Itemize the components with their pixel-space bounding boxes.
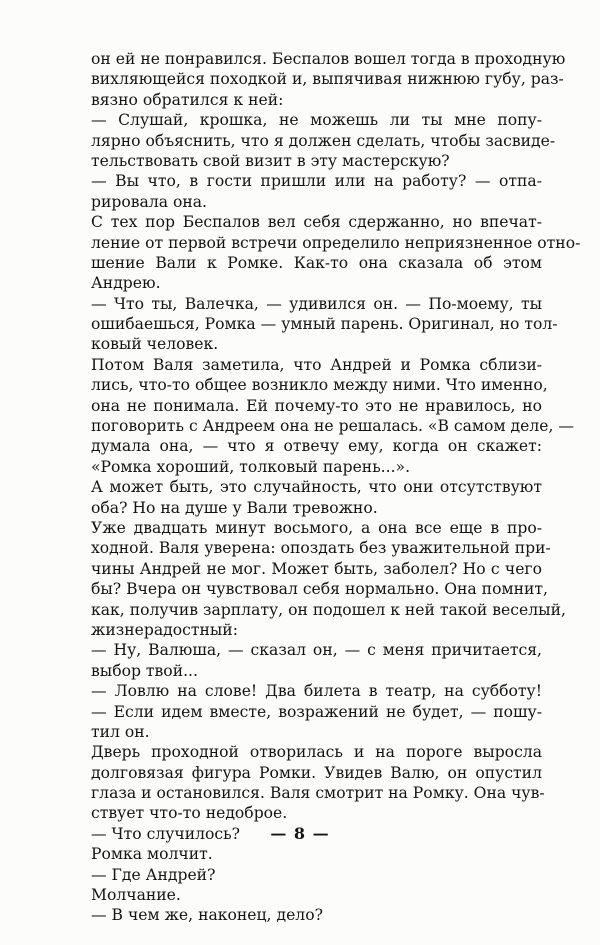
text-line: жизнерадостный: bbox=[91, 620, 238, 639]
text-line: тил он. bbox=[91, 722, 150, 741]
text-line: вихляющейся походкой и, выпячивая нижнюю губу, раз- bbox=[91, 70, 564, 89]
text-line: шение Вали к Ромке. Как-то она сказала об этом bbox=[91, 253, 542, 272]
text-line: — Вы что, в гости пришли или на работу? — отпа- bbox=[91, 172, 542, 191]
text-line: думала она, — что я отвечу ему, когда он скажет: bbox=[91, 437, 542, 456]
text-line: оба? Но на душе у Вали тревожно. bbox=[91, 498, 378, 517]
text-line: — Ну, Валюша, — сказал он, — с меня причитается, bbox=[91, 641, 542, 660]
text-line: — Если идем вместе, возражений не будет, — пошу- bbox=[91, 702, 542, 721]
text-line: — Где Андрей? bbox=[91, 865, 216, 884]
text-line: поговорить с Андреем она не решалась. «В самом деле, — bbox=[91, 417, 574, 436]
text-line: «Ромка хороший, толковый парень...». bbox=[91, 457, 411, 476]
text-line: ходной. Валя уверена: опоздать без уважительной при- bbox=[91, 539, 551, 558]
page-number: — 8 — bbox=[270, 824, 330, 843]
text-line: — Слушай, крошка, не можешь ли ты мне попу- bbox=[91, 111, 542, 130]
text-line: лярно объяснить, что я должен сделать, чтобы засвиде- bbox=[91, 131, 556, 150]
text-line: Дверь проходной отворилась и на пороге выросла bbox=[91, 743, 542, 762]
page-text bbox=[91, 49, 581, 926]
text-line: как, получив зарплату, он подошел к ней такой веселый, bbox=[91, 600, 566, 619]
text-line: Ромка молчит. bbox=[91, 845, 213, 864]
text-line: Молчание. bbox=[91, 886, 181, 905]
text-line: выбор твой... bbox=[91, 661, 198, 680]
text-line: Андрею. bbox=[91, 274, 161, 293]
text-line: чины Андрей не мог. Может быть, заболел? Но с чего bbox=[91, 559, 542, 578]
text-line: тельствовать свой визит в эту мастерскую? bbox=[91, 151, 450, 170]
text-line: — В чем же, наконец, дело? bbox=[91, 906, 323, 925]
text-line: — Что ты, Валечка, — удивился он. — По-моему, ты bbox=[91, 294, 542, 313]
text-line: ошибаешься, Ромка — умный парень. Оригинал, но тол- bbox=[91, 315, 558, 334]
text-line: лись, что-то общее возникло между ними. Что именно, bbox=[91, 376, 548, 395]
text-line: А может быть, это случайность, что они отсутствуют bbox=[91, 478, 542, 497]
text-line: С тех пор Беспалов вел себя сдержанно, но впечат- bbox=[91, 213, 542, 232]
text-line: вязно обратился к ней: bbox=[91, 90, 284, 109]
text-line: — Ловлю на слове! Два билета в театр, на субботу! bbox=[91, 682, 542, 701]
text-line: бы? Вчера он чувствовал себя нормально. Она помнит, bbox=[91, 580, 548, 599]
text-line: ление от первой встречи определило неприязненное отно- bbox=[91, 233, 581, 252]
text-line: Потом Валя заметила, что Андрей и Ромка сблизи- bbox=[91, 355, 542, 374]
text-line: он ей не понравился. Беспалов вошел тогда в проходную bbox=[91, 50, 566, 68]
text-line: рировала она. bbox=[91, 192, 208, 211]
text-line: она не понимала. Ей почему-то это не нравилось, но bbox=[91, 396, 542, 415]
text-line: ковый человек. bbox=[91, 335, 219, 354]
text-line: долговязая фигура Ромки. Увидев Валю, он опустил bbox=[91, 763, 542, 782]
text-line: глаза и остановился. Валя смотрит на Ромку. Она чув- bbox=[91, 784, 545, 803]
text-line: ствует что-то недоброе. bbox=[91, 804, 288, 823]
text-line: — Что случилось? bbox=[91, 824, 240, 843]
text-line: Уже двадцать минут восьмого, а она все еще в про- bbox=[91, 518, 542, 537]
